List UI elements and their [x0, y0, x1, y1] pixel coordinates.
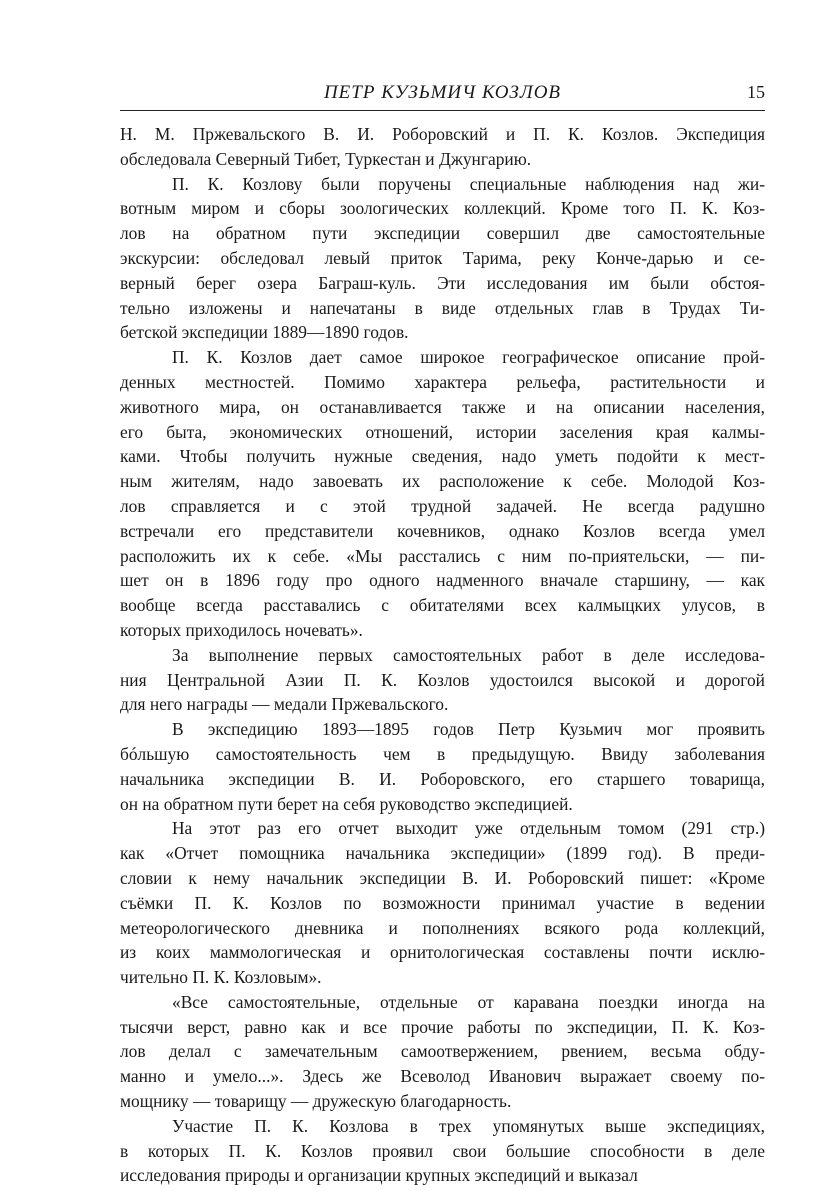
- text-line: чительно П. К. Козловым».: [120, 967, 322, 988]
- page-number: 15: [747, 82, 765, 102]
- text-line: лов справляется и с этой трудной задачей. Не всегда радушно: [120, 495, 765, 516]
- text-line: животного мира, он останавливается также и на описании населения,: [120, 396, 765, 417]
- text-line: метеорологического дневника и пополнениях всякого рода коллекций,: [120, 917, 765, 938]
- paragraph: [120, 345, 765, 643]
- text-line: «Все самостоятельные, отдельные от каравана поездки иногда на: [172, 991, 765, 1012]
- text-line: П. К. Козлов дает самое широкое географическое описание прой-: [172, 347, 765, 368]
- text-line: из коих маммологическая и орнитологическая составлены почти исклю-: [120, 942, 765, 963]
- paragraph: [120, 717, 765, 816]
- text-line: бóльшую самостоятельность чем в предыдущую. Ввиду заболевания: [120, 743, 765, 764]
- text-line: вообще всегда расставались с обитателями всех калмыцких улусов, в: [120, 595, 765, 616]
- paragraph: [120, 643, 765, 717]
- text-line: П. К. Козлову были поручены специальные наблюдения над жи-: [172, 173, 765, 194]
- text-line: экскурсии: обследовал левый приток Тарима, реку Конче-дарью и се-: [120, 247, 765, 268]
- text-line: тысячи верст, равно как и все прочие работы по экспедиции, П. К. Коз-: [120, 1016, 765, 1037]
- text-line: шет он в 1896 году про одного надменного вначале старшину, — как: [120, 570, 765, 591]
- text-line: для него награды — медали Пржевальского.: [120, 694, 449, 715]
- text-line: обследовала Северный Тибет, Туркестан и Джунгарию.: [120, 148, 532, 169]
- text-line: В экспедицию 1893—1895 годов Петр Кузьмич мог проявить: [172, 719, 765, 740]
- text-line: мощнику — товарищу — дружескую благодарность.: [120, 1091, 512, 1112]
- text-line: исследования природы и организации крупных экспедиций и выказал: [120, 1165, 638, 1186]
- text-line: начальника экспедиции В. И. Роборовского, его старшего товарища,: [120, 768, 765, 789]
- text-line: словии к нему начальник экспедиции В. И. Роборовский пишет: «Кроме: [120, 867, 765, 888]
- text-line: ным жителям, надо завоевать их расположение к себе. Молодой Коз-: [120, 471, 765, 492]
- text-line: Н. М. Пржевальского В. И. Роборовский и П. К. Козлов. Экспедиция: [120, 124, 765, 144]
- text-line: в которых П. К. Козлов проявил свои большие способности в деле: [120, 1140, 765, 1161]
- text-line: встречали его представители кочевников, однако Козлов всегда умел: [120, 520, 765, 541]
- text-line: ния Центральной Азии П. К. Козлов удостоился высокой и дорогой: [120, 669, 765, 690]
- paragraph: [120, 172, 765, 346]
- page-header: [120, 80, 765, 111]
- body-text: [120, 122, 765, 1188]
- book-page: [120, 80, 765, 1188]
- paragraph: [120, 1114, 765, 1188]
- running-title: ПЕТР КУЗЬМИЧ КОЗЛОВ: [323, 82, 562, 103]
- paragraph: [120, 990, 765, 1114]
- text-line: вотным миром и сборы зоологических коллекций. Кроме того П. К. Коз-: [120, 198, 765, 219]
- text-line: лов на обратном пути экспедиции совершил две самостоятельные: [120, 223, 765, 244]
- paragraph: [120, 122, 765, 172]
- text-line: На этот раз его отчет выходит уже отдельным томом (291 стр.): [172, 818, 765, 839]
- text-line: ками. Чтобы получить нужные сведения, надо уметь подойти к мест-: [120, 446, 765, 467]
- text-line: бетской экспедиции 1889—1890 годов.: [120, 322, 409, 343]
- text-line: Участие П. К. Козлова в трех упомянутых выше экспедициях,: [172, 1115, 765, 1136]
- text-line: За выполнение первых самостоятельных работ в деле исследова-: [172, 644, 765, 665]
- text-line: тельно изложены и напечатаны в виде отдельных глав в Трудах Ти-: [120, 297, 765, 318]
- text-line: съёмки П. К. Козлов по возможности принимал участие в ведении: [120, 892, 765, 913]
- text-line: он на обратном пути берет на себя руководство экспедицией.: [120, 793, 573, 814]
- text-line: его быта, экономических отношений, истории заселения края калмы-: [120, 421, 765, 442]
- text-line: лов делал с замечательным самоотвержением, рвением, весьма обду-: [120, 1041, 765, 1062]
- text-line: расположить их к себе. «Мы расстались с ним по-приятельски, — пи-: [120, 545, 765, 566]
- text-line: как «Отчет помощника начальника экспедиции» (1899 год). В преди-: [120, 843, 765, 864]
- paragraph: [120, 816, 765, 990]
- text-line: которых приходилось ночевать».: [120, 619, 363, 640]
- text-line: денных местностей. Помимо характера рельефа, растительности и: [120, 371, 765, 392]
- text-line: манно и умело...». Здесь же Всеволод Иванович выражает своему по-: [120, 1066, 765, 1087]
- text-line: верный берег озера Баграш-куль. Эти исследования им были обстоя-: [120, 272, 765, 293]
